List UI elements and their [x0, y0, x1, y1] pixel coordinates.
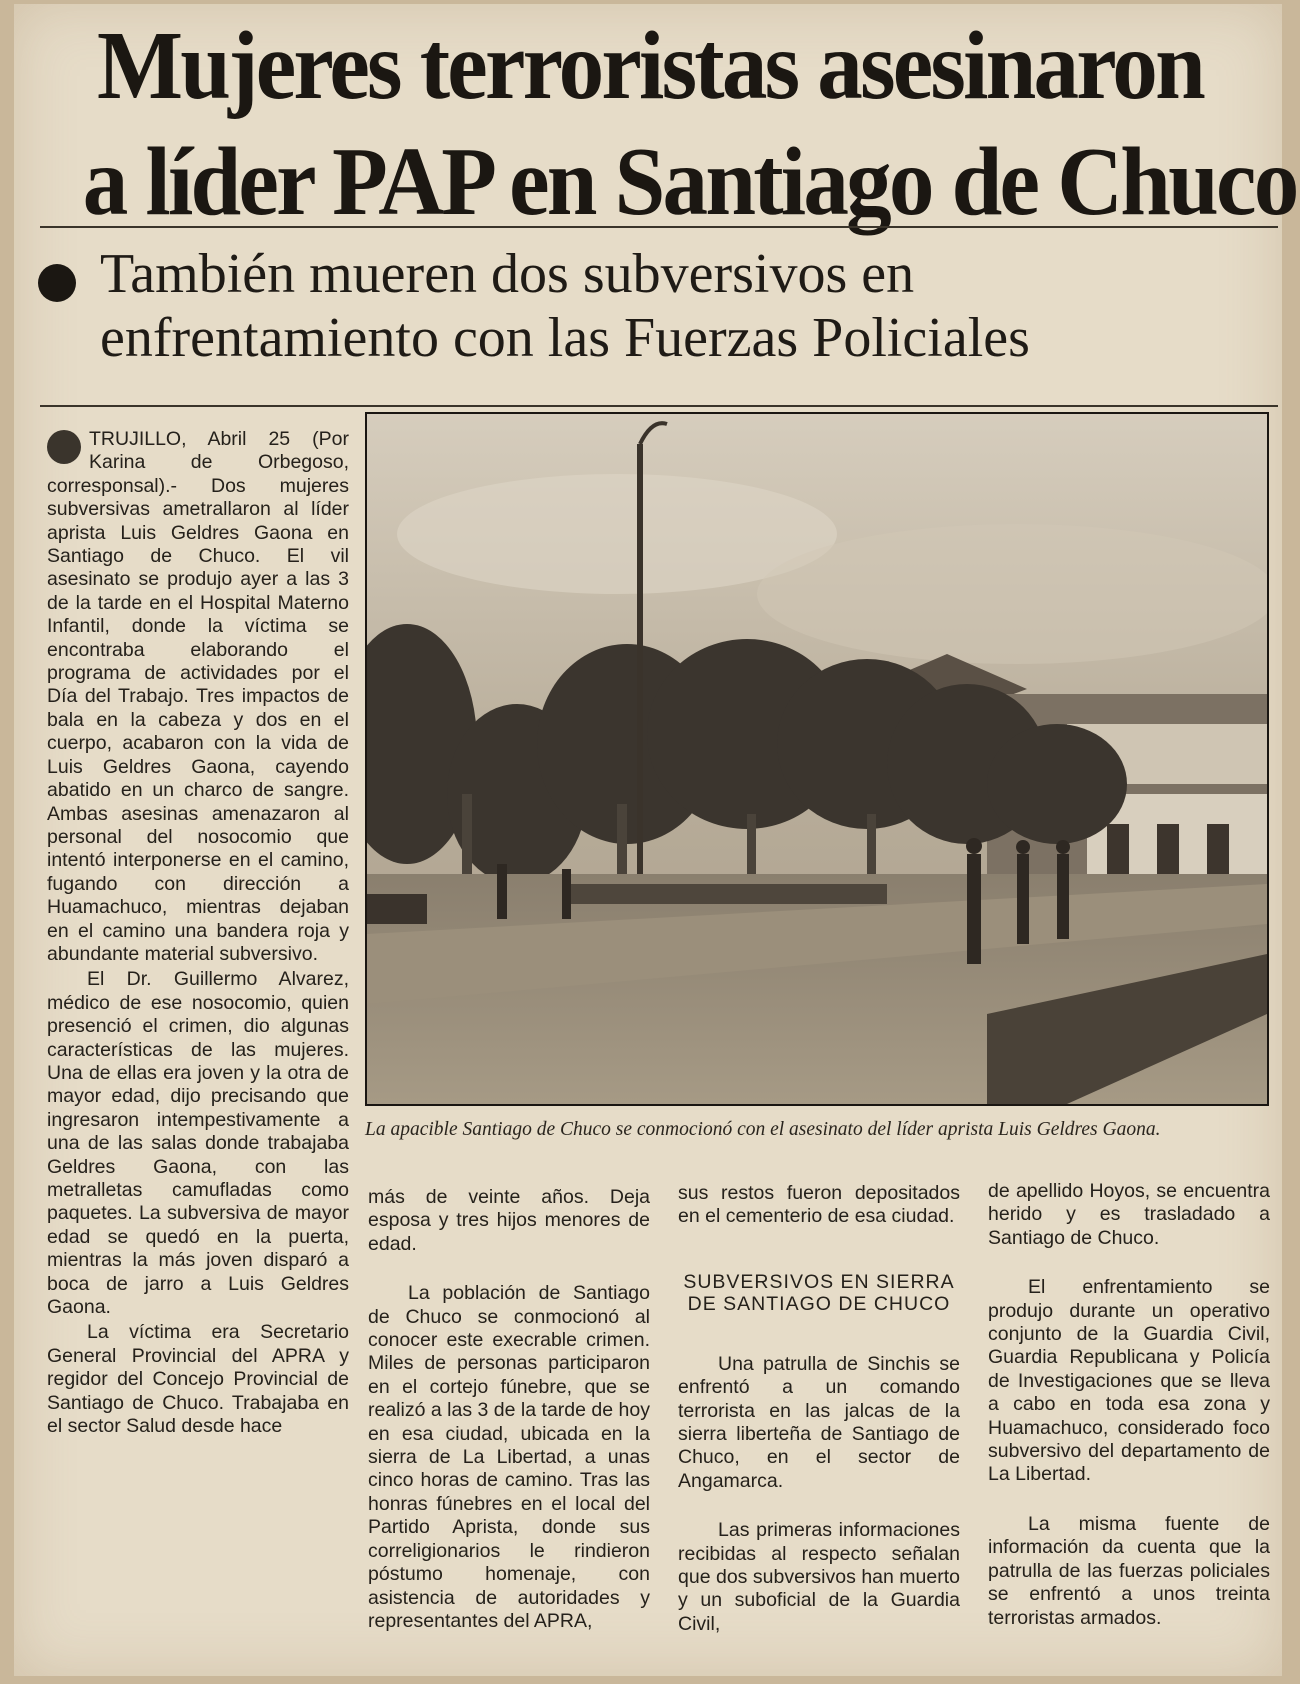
subhead-rule [40, 405, 1278, 407]
article-column-3 [678, 1182, 960, 1636]
photo-image [367, 414, 1267, 1104]
bullet-icon [38, 264, 76, 302]
article-column-1 [47, 428, 349, 1438]
section-heading: SUBVERSIVOS EN SIERRA DE SANTIAGO DE CHUCO [683, 1270, 955, 1315]
paragraph: La misma fuente de información da cuenta que la patrulla de las fuerzas policiales se enfrentó a unos treinta terroristas armados. [988, 1512, 1270, 1629]
paragraph: La población de Santiago de Chuco se conmocionó al conocer este execrable crimen. Miles de personas participaron en el cortejo fúnebre, que se realizó a las 3 de la tarde de hoy en esa ciudad, ubicada en la sierra de La Libertad, a unas cinco horas de camino. Tras las honras fúnebres en el local del Partido Aprista, donde sus correligionarios le rindieron póstumo homenaje, con asistencia de autoridades y representantes del APRA, [368, 1282, 650, 1632]
paragraph: El enfrentamiento se produjo durante un operativo conjunto de la Guardia Civil, Guardia Republicana y Policía de Investigaciones que se lleva a cabo en toda esa zona y Huamachuco, considerado foco subversivo del departamento de La Libertad. [988, 1276, 1270, 1486]
article-column-2 [368, 1186, 650, 1633]
lead-paragraph: TRUJILLO, Abril 25 (Por Karina de Orbegoso, corresponsal).- Dos mujeres subversivas ametrallaron al líder aprista Luis Geldres Gaona en Santiago de Chuco. El vil asesinato se produjo ayer a las 3 de la tarde en el Hospital Materno Infantil, donde la víctima se encontraba elaborando el programa de actividades por el Día del Trabajo. Tres impactos de bala en la cabeza y dos en el cuerpo, acabaron con la vida de Luis Geldres Gaona, cayendo abatido en un charco de sangre. Ambas asesinas amenazaron al personal del nosocomio que intentó interponerse en el camino, fugando con dirección a Huamachuco, mientras dejaban en el camino una bandera roja y abundante material subversivo. [47, 428, 349, 965]
headline-line-1: Mujeres terroristas asesinaron [97, 12, 1203, 120]
paragraph: sus restos fueron depositados en el cementerio de esa ciudad. [678, 1182, 960, 1228]
photo-plaza-santiago-de-chuco [365, 412, 1269, 1106]
paragraph: La víctima era Secretario General Provincial del APRA y regidor del Concejo Provincial de Santiago de Chuco. Trabajaba en el sector Salud desde hace [47, 1321, 349, 1438]
headline-line-2: a líder PAP en Santiago de Chuco [82, 128, 1297, 236]
paragraph: El Dr. Guillermo Alvarez, médico de ese nosocomio, quien presenció el crimen, dio algunas características de las mujeres. Una de ellas era joven y la otra de mayor edad, dijo precisando que ingresaron intempestivamente a una de las salas donde trabajaba Geldres Gaona, con las metralletas camufladas como paquetes. La subversiva de mayor edad se quedó en la puerta, mientras la más joven disparó a boca de jarro a Luis Geldres Gaona. [47, 968, 349, 1319]
photo-caption: La apacible Santiago de Chuco se conmocionó con el asesinato del líder aprista Luis Geldres Gaona. [365, 1119, 1161, 1140]
paragraph: Una patrulla de Sinchis se enfrentó a un comando terrorista en las jalcas de la sierra liberteña de Santiago de Chuco, en el sector de Angamarca. [678, 1352, 960, 1492]
headline-rule [40, 226, 1278, 228]
paragraph: de apellido Hoyos, se encuentra herido y es trasladado a Santiago de Chuco. [988, 1180, 1270, 1249]
bullet-icon [47, 430, 81, 464]
paragraph: Las primeras informaciones recibidas al respecto señalan que dos subversivos han muerto y un suboficial de la Guardia Civil, [678, 1519, 960, 1635]
paragraph: más de veinte años. Deja esposa y tres hijos menores de edad. [368, 1186, 650, 1255]
subhead-line-1: También mueren dos subversivos en [100, 243, 915, 305]
headline [82, 8, 1297, 240]
article-column-4 [988, 1180, 1270, 1630]
subhead-line-2: enfrentamiento con las Fuerzas Policiales [100, 307, 1030, 369]
